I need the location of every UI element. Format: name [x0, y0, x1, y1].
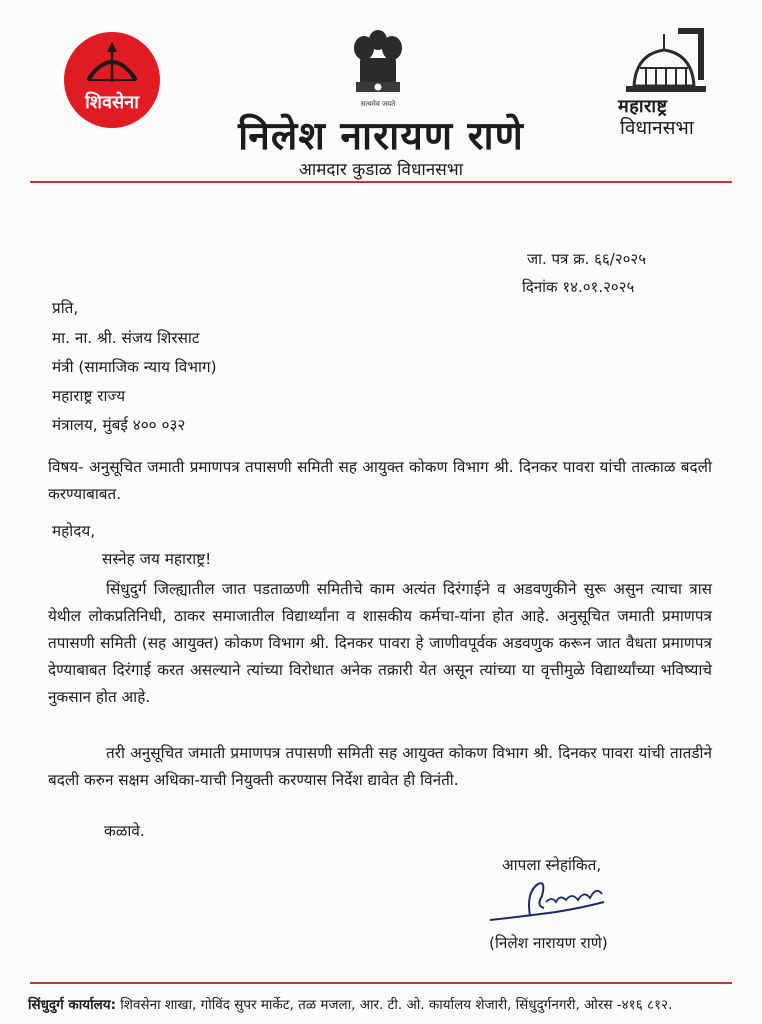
footer-label: सिंधुदुर्ग कार्यालय: [28, 997, 116, 1013]
body-paragraph-2: तरी अनुसूचित जमाती प्रमाणपत्र तपासणी समिती सह आयुक्त कोकण विभाग श्री. दिनकर पावरा यांची तातडीने बदली करुन सक्षम अधिका-याची नियुक्ती करण्यास निर्देश द्यावेत ही विनंती. [48, 744, 712, 789]
vidhan-logo-line1: महाराष्ट्र [618, 96, 668, 117]
closing: कळावे. [104, 822, 145, 840]
header-divider [30, 181, 732, 183]
addressee-line2: मंत्री (सामाजिक न्याय विभाग) [52, 358, 217, 376]
letter-number: जा. पत्र क्र. ६६/२०२५ [527, 250, 647, 268]
letterhead-name: निलेश नारायण राणे [238, 114, 524, 159]
footer-address [28, 995, 748, 1013]
signature-image [486, 872, 616, 930]
vidhan-bhavan-logo [612, 24, 716, 96]
letter-subject: विषय- अनुसूचित जमाती प्रमाणपत्र तपासणी समिती सह आयुक्त कोकण विभाग श्री. दिनकर पावरा यांची तात्काळ बदली करण्याबाबत. [48, 458, 712, 503]
addressee-line3: महाराष्ट्र राज्य [52, 387, 126, 405]
letterhead-designation: आमदार कुडाळ विधानसभा [298, 160, 464, 180]
addressee-line1: मा. ना. श्री. संजय शिरसाट [52, 329, 200, 347]
body-paragraph-1: सिंधुदुर्ग जिल्ह्यातील जात पडताळणी समितीचे काम अत्यंत दिरंगाईने व अडवणुकीने सुरू असुन त्याचा त्रास येथील लोकप्रतिनिधी, ठाकर समाजातील विद्यार्थ्यांना व शासकीय कर्मचा-यांना होत आहे. अनुसूचित जमाती प्रमाणपत्र तपासणी समिती (सह आयुक्त) कोकण विभाग श्री. दिनकर पावरा हे जाणीवपूर्वक अडवणुक करून जात वैधता प्रमाणपत्र देण्याबाबत दिरंगाई करत असल्याने त्यांच्या विरोधात अनेक तक्रारी येत असून त्यांच्या या वृत्तीमुळे विद्यार्थ्यांच्या भविष्याचे नुकसान होत आहे. [48, 580, 712, 706]
shivsena-logo-text: शिवसेना [85, 92, 139, 113]
addressee-prati: प्रति, [52, 299, 79, 317]
vidhan-logo-line2: विधानसभा [620, 117, 694, 139]
national-emblem-icon [346, 24, 410, 110]
footer-divider [30, 982, 732, 984]
greeting: सस्नेह जय महाराष्ट्र! [102, 550, 212, 568]
signoff: आपला स्नेहांकित, [502, 856, 602, 874]
letter-date: दिनांक १४.०१.२०२५ [522, 278, 635, 296]
signatory-name: (निलेश नारायण राणे) [489, 934, 608, 952]
emblem-motto: सत्यमेव जयते [360, 100, 396, 108]
salutation: महोदय, [52, 522, 96, 540]
addressee-line4: मंत्रालय, मुंबई ४०० ०३२ [52, 416, 186, 434]
footer-address-text: शिवसेना शाखा, गोविंद सुपर मार्केट, तळ मजला, आर. टी. ओ. कार्यालय शेजारी, सिंधुदुर्गनगरी, ओरस -४१६ ८१२. [120, 997, 673, 1013]
